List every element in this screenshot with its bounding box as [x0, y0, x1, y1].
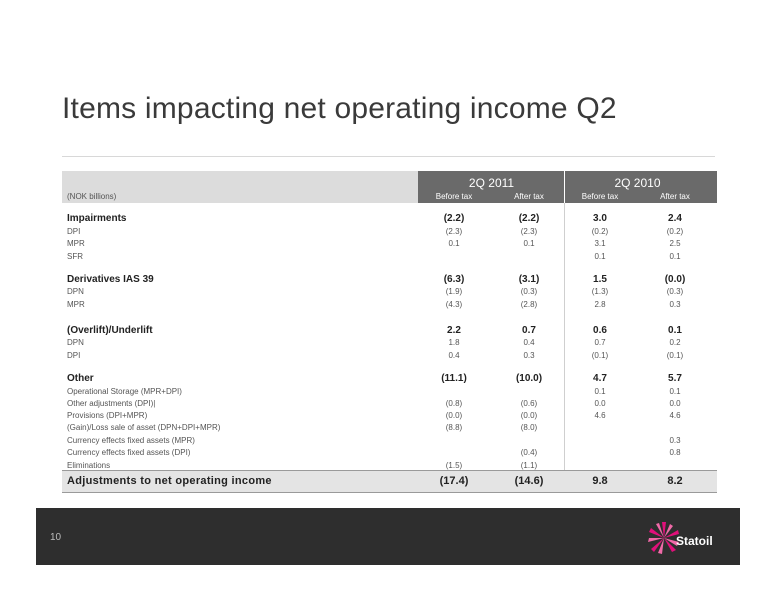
statoil-logo	[648, 518, 728, 558]
table-row	[62, 300, 717, 312]
row-label: DPN	[67, 287, 84, 296]
row-label: Impairments	[67, 213, 127, 224]
table-section-row	[62, 373, 717, 385]
table-row	[62, 287, 717, 299]
table-row	[62, 448, 717, 460]
row-value: (2.3)	[520, 227, 538, 236]
row-value: 0.1	[669, 387, 681, 396]
row-value: (0.0)	[445, 411, 463, 420]
row-value: 4.6	[669, 411, 681, 420]
row-value: (0.4)	[520, 448, 538, 457]
row-label: Derivatives IAS 39	[67, 274, 154, 285]
row-value: (3.1)	[518, 274, 540, 285]
row-value: (2.3)	[445, 227, 463, 236]
row-value: 2.5	[669, 239, 681, 248]
total-row	[62, 470, 717, 493]
row-value: 0.1	[523, 239, 535, 248]
row-value: (6.3)	[443, 274, 465, 285]
total-label: Adjustments to net operating income	[67, 475, 272, 487]
row-value: 5.7	[668, 373, 682, 384]
row-label: (Overlift)/Underlift	[67, 325, 153, 336]
row-value: 0.3	[669, 300, 681, 309]
table-header	[62, 171, 717, 203]
row-value: 0.8	[669, 448, 681, 457]
page-number: 10	[50, 532, 62, 543]
table-section-row	[62, 325, 717, 337]
table-section-row	[62, 274, 717, 286]
row-value: (1.9)	[445, 287, 463, 296]
table-row	[62, 387, 717, 399]
row-label: SFR	[67, 252, 83, 261]
row-value: (8.0)	[520, 423, 538, 432]
row-label: MPR	[67, 239, 85, 248]
subheader-before-tax-2010: Before tax	[581, 192, 619, 201]
row-value: (11.1)	[441, 373, 467, 384]
row-value: 0.0	[669, 399, 681, 408]
total-value: (17.4)	[439, 475, 469, 487]
period-header-2q2010: 2Q 2010	[614, 176, 661, 190]
table-row	[62, 399, 717, 411]
table-row	[62, 239, 717, 251]
row-value: (0.1)	[591, 351, 609, 360]
subheader-after-tax-2010: After tax	[660, 192, 690, 201]
page-title: Items impacting net operating income Q2	[62, 92, 617, 125]
table-row	[62, 338, 717, 350]
row-value: (0.2)	[666, 227, 684, 236]
row-label: Currency effects fixed assets (MPR)	[67, 436, 195, 445]
row-value: 0.4	[448, 351, 460, 360]
row-value: 0.6	[593, 325, 607, 336]
row-value: 2.8	[594, 300, 606, 309]
row-value: 0.2	[669, 338, 681, 347]
row-label: (Gain)/Loss sale of asset (DPN+DPI+MPR)	[67, 423, 221, 432]
row-label: Other adjustments (DPI)|	[67, 399, 156, 408]
table-section-row	[62, 213, 717, 225]
period-header-2q2011: 2Q 2011	[468, 176, 515, 190]
row-value: 2.4	[668, 213, 682, 224]
row-value: 0.7	[594, 338, 606, 347]
row-value: 1.8	[448, 338, 460, 347]
row-label: Operational Storage (MPR+DPI)	[67, 387, 182, 396]
row-label: Provisions (DPI+MPR)	[67, 411, 148, 420]
row-label: Other	[67, 373, 94, 384]
row-value: 0.1	[594, 387, 606, 396]
total-value: (14.6)	[514, 475, 544, 487]
row-value: 2.2	[447, 325, 461, 336]
table-row	[62, 423, 717, 435]
row-label: DPI	[67, 227, 81, 236]
subheader-before-tax-2011: Before tax	[435, 192, 473, 201]
table-row	[62, 227, 717, 239]
row-value: (0.3)	[666, 287, 684, 296]
row-value: (2.2)	[443, 213, 465, 224]
adjustments-table	[62, 171, 717, 487]
row-value: (1.5)	[445, 461, 463, 470]
row-label: DPI	[67, 351, 81, 360]
table-row	[62, 351, 717, 363]
total-value: 8.2	[667, 475, 683, 487]
row-value: 1.5	[593, 274, 607, 285]
table-row	[62, 436, 717, 448]
row-value: 0.3	[523, 351, 535, 360]
row-value: (0.8)	[445, 399, 463, 408]
row-label: DPN	[67, 338, 84, 347]
row-value: 0.4	[523, 338, 535, 347]
row-value: (1.1)	[520, 461, 538, 470]
row-value: 4.6	[594, 411, 606, 420]
row-value: (0.2)	[591, 227, 609, 236]
row-label: Currency effects fixed assets (DPI)	[67, 448, 191, 457]
row-value: 0.1	[669, 252, 681, 261]
row-value: (10.0)	[515, 373, 543, 384]
table-row	[62, 252, 717, 264]
row-label: MPR	[67, 300, 85, 309]
row-value: (0.0)	[664, 274, 686, 285]
row-value: 0.7	[522, 325, 536, 336]
units-label: (NOK billions)	[67, 192, 117, 201]
subheader-after-tax-2011: After tax	[514, 192, 544, 201]
row-label: Eliminations	[67, 461, 111, 470]
row-value: 3.1	[594, 239, 606, 248]
total-value: 9.8	[592, 475, 608, 487]
header-period-divider	[564, 171, 565, 203]
logo-wordmark: Statoil	[676, 534, 713, 548]
row-value: (0.1)	[666, 351, 684, 360]
row-value: 3.0	[593, 213, 607, 224]
row-value: 0.1	[668, 325, 682, 336]
row-value: (0.6)	[520, 399, 538, 408]
row-value: 0.0	[594, 399, 606, 408]
row-value: 0.1	[594, 252, 606, 261]
title-divider	[62, 156, 715, 157]
row-value: (2.2)	[518, 213, 540, 224]
table-row	[62, 411, 717, 423]
row-value: (0.3)	[520, 287, 538, 296]
row-value: 0.1	[448, 239, 460, 248]
footer-bar	[36, 508, 740, 565]
row-value: (0.0)	[520, 411, 538, 420]
row-value: (4.3)	[445, 300, 463, 309]
row-value: 4.7	[593, 373, 607, 384]
row-value: 0.3	[669, 436, 681, 445]
row-value: (1.3)	[591, 287, 609, 296]
row-value: (2.8)	[520, 300, 538, 309]
row-value: (8.8)	[445, 423, 463, 432]
